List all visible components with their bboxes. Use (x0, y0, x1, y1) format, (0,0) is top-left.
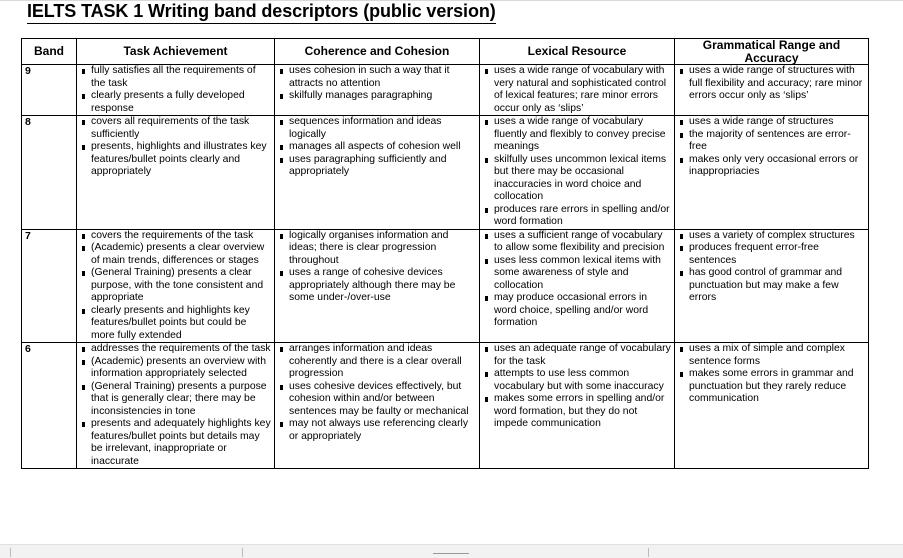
task-achievement-cell (77, 343, 275, 469)
descriptor-item: uses cohesive devices effectively, but cohesion within and/or between sentences may be faulty or mechanical (278, 381, 476, 419)
descriptor-item: presents and adequately highlights key features/bullet points but details may be irrelevant, inappropriate or inaccurate (80, 418, 271, 468)
descriptor-item: covers all requirements of the task sufficiently (80, 116, 271, 141)
descriptor-list (278, 65, 476, 103)
descriptor-list (278, 230, 476, 305)
descriptor-item: uses a range of cohesive devices appropriately although there may be some under-/over-use (278, 267, 476, 305)
descriptor-list (80, 230, 271, 343)
header-grammatical-range: Grammatical Range and Accuracy (675, 39, 869, 65)
descriptor-item: (Academic) presents an overview with information appropriately selected (80, 356, 271, 381)
descriptor-item: may not always use referencing clearly or appropriately (278, 418, 476, 443)
descriptor-item: skilfully manages paragraphing (278, 90, 476, 103)
descriptor-item: uses cohesion in such a way that it attracts no attention (278, 65, 476, 90)
bottom-bar-divider (10, 548, 11, 557)
descriptor-list (483, 343, 671, 431)
descriptor-item: uses a wide range of structures with full flexibility and accuracy; rare minor errors occur only as ‘slips’ (678, 65, 865, 103)
descriptor-item: fully satisfies all the requirements of the task (80, 65, 271, 90)
viewer-bottom-bar (0, 544, 903, 558)
descriptor-item: skilfully uses uncommon lexical items but there may be occasional inaccuracies in word choice and collocation (483, 154, 671, 204)
descriptor-item: makes only very occasional errors or inappropriacies (678, 154, 865, 179)
header-row (22, 39, 869, 65)
descriptor-list (678, 343, 865, 406)
descriptor-item: manages all aspects of cohesion well (278, 141, 476, 154)
band-cell: 6 (22, 343, 77, 469)
grammatical-range-cell (675, 116, 869, 230)
descriptor-list (278, 343, 476, 443)
descriptor-list (678, 230, 865, 305)
task-achievement-cell (77, 65, 275, 116)
band-cell: 8 (22, 116, 77, 230)
descriptor-item: sequences information and ideas logically (278, 116, 476, 141)
descriptor-item: attempts to use less common vocabulary but with some inaccuracy (483, 368, 671, 393)
descriptor-item: makes some errors in grammar and punctuation but they rarely reduce communication (678, 368, 865, 406)
page-title: IELTS TASK 1 Writing band descriptors (public version) (27, 1, 496, 24)
header-coherence-cohesion: Coherence and Cohesion (275, 39, 480, 65)
descriptor-item: clearly presents and highlights key features/bullet points but could be more fully extended (80, 305, 271, 343)
descriptor-item: uses less common lexical items with some awareness of style and collocation (483, 255, 671, 293)
descriptor-list (80, 116, 271, 179)
header-task-achievement: Task Achievement (77, 39, 275, 65)
descriptor-item: (Academic) presents a clear overview of main trends, differences or stages (80, 242, 271, 267)
band-cell: 7 (22, 229, 77, 343)
bottom-bar-divider (242, 548, 243, 557)
descriptor-item: uses a variety of complex structures (678, 230, 865, 243)
descriptor-item: uses a wide range of vocabulary with very natural and sophisticated control of lexical features; rare minor errors occur only as ‘slips’ (483, 65, 671, 115)
table-row (22, 65, 869, 116)
lexical-resource-cell (480, 116, 675, 230)
lexical-resource-cell (480, 229, 675, 343)
descriptor-item: covers the requirements of the task (80, 230, 271, 243)
descriptor-item: may produce occasional errors in word choice, spelling and/or word formation (483, 292, 671, 330)
coherence-cohesion-cell (275, 65, 480, 116)
descriptor-item: clearly presents a fully developed response (80, 90, 271, 115)
descriptor-list (483, 65, 671, 115)
grammatical-range-cell (675, 65, 869, 116)
table-row (22, 116, 869, 230)
coherence-cohesion-cell (275, 116, 480, 230)
band-descriptor-table (21, 38, 869, 469)
band-cell: 9 (22, 65, 77, 116)
descriptor-item: uses a wide range of structures (678, 116, 865, 129)
descriptor-item: (General Training) presents a clear purpose, with the tone consistent and appropriate (80, 267, 271, 305)
task-achievement-cell (77, 116, 275, 230)
descriptor-item: uses a sufficient range of vocabulary to allow some flexibility and precision (483, 230, 671, 255)
bottom-bar-divider (648, 548, 649, 557)
descriptor-item: uses a wide range of vocabulary fluently and flexibly to convey precise meanings (483, 116, 671, 154)
lexical-resource-cell (480, 343, 675, 469)
descriptor-item: makes some errors in spelling and/or word formation, but they do not impede communication (483, 393, 671, 431)
descriptor-list (483, 230, 671, 330)
descriptor-item: uses paragraphing sufficiently and appropriately (278, 154, 476, 179)
grammatical-range-cell (675, 229, 869, 343)
coherence-cohesion-cell (275, 343, 480, 469)
descriptor-item: produces rare errors in spelling and/or word formation (483, 204, 671, 229)
bottom-bar-divider (433, 553, 469, 554)
descriptor-item: (General Training) presents a purpose that is generally clear; there may be inconsistencies in tone (80, 381, 271, 419)
descriptor-item: presents, highlights and illustrates key features/bullet points clearly and appropriately (80, 141, 271, 179)
descriptor-item: produces frequent error-free sentences (678, 242, 865, 267)
table-row (22, 343, 869, 469)
descriptor-item: uses a mix of simple and complex sentence forms (678, 343, 865, 368)
descriptor-item: has good control of grammar and punctuation but may make a few errors (678, 267, 865, 305)
descriptor-list (80, 343, 271, 468)
descriptor-item: logically organises information and ideas; there is clear progression throughout (278, 230, 476, 268)
descriptor-list (483, 116, 671, 229)
descriptor-item: arranges information and ideas coherently and there is a clear overall progression (278, 343, 476, 381)
task-achievement-cell (77, 229, 275, 343)
descriptor-list (678, 65, 865, 103)
grammatical-range-cell (675, 343, 869, 469)
header-lexical-resource: Lexical Resource (480, 39, 675, 65)
header-band: Band (22, 39, 77, 65)
coherence-cohesion-cell (275, 229, 480, 343)
descriptor-list (678, 116, 865, 179)
lexical-resource-cell (480, 65, 675, 116)
descriptor-item: uses an adequate range of vocabulary for the task (483, 343, 671, 368)
descriptor-list (278, 116, 476, 179)
descriptor-item: the majority of sentences are error-free (678, 129, 865, 154)
table-row (22, 229, 869, 343)
descriptor-item: addresses the requirements of the task (80, 343, 271, 356)
descriptor-list (80, 65, 271, 115)
